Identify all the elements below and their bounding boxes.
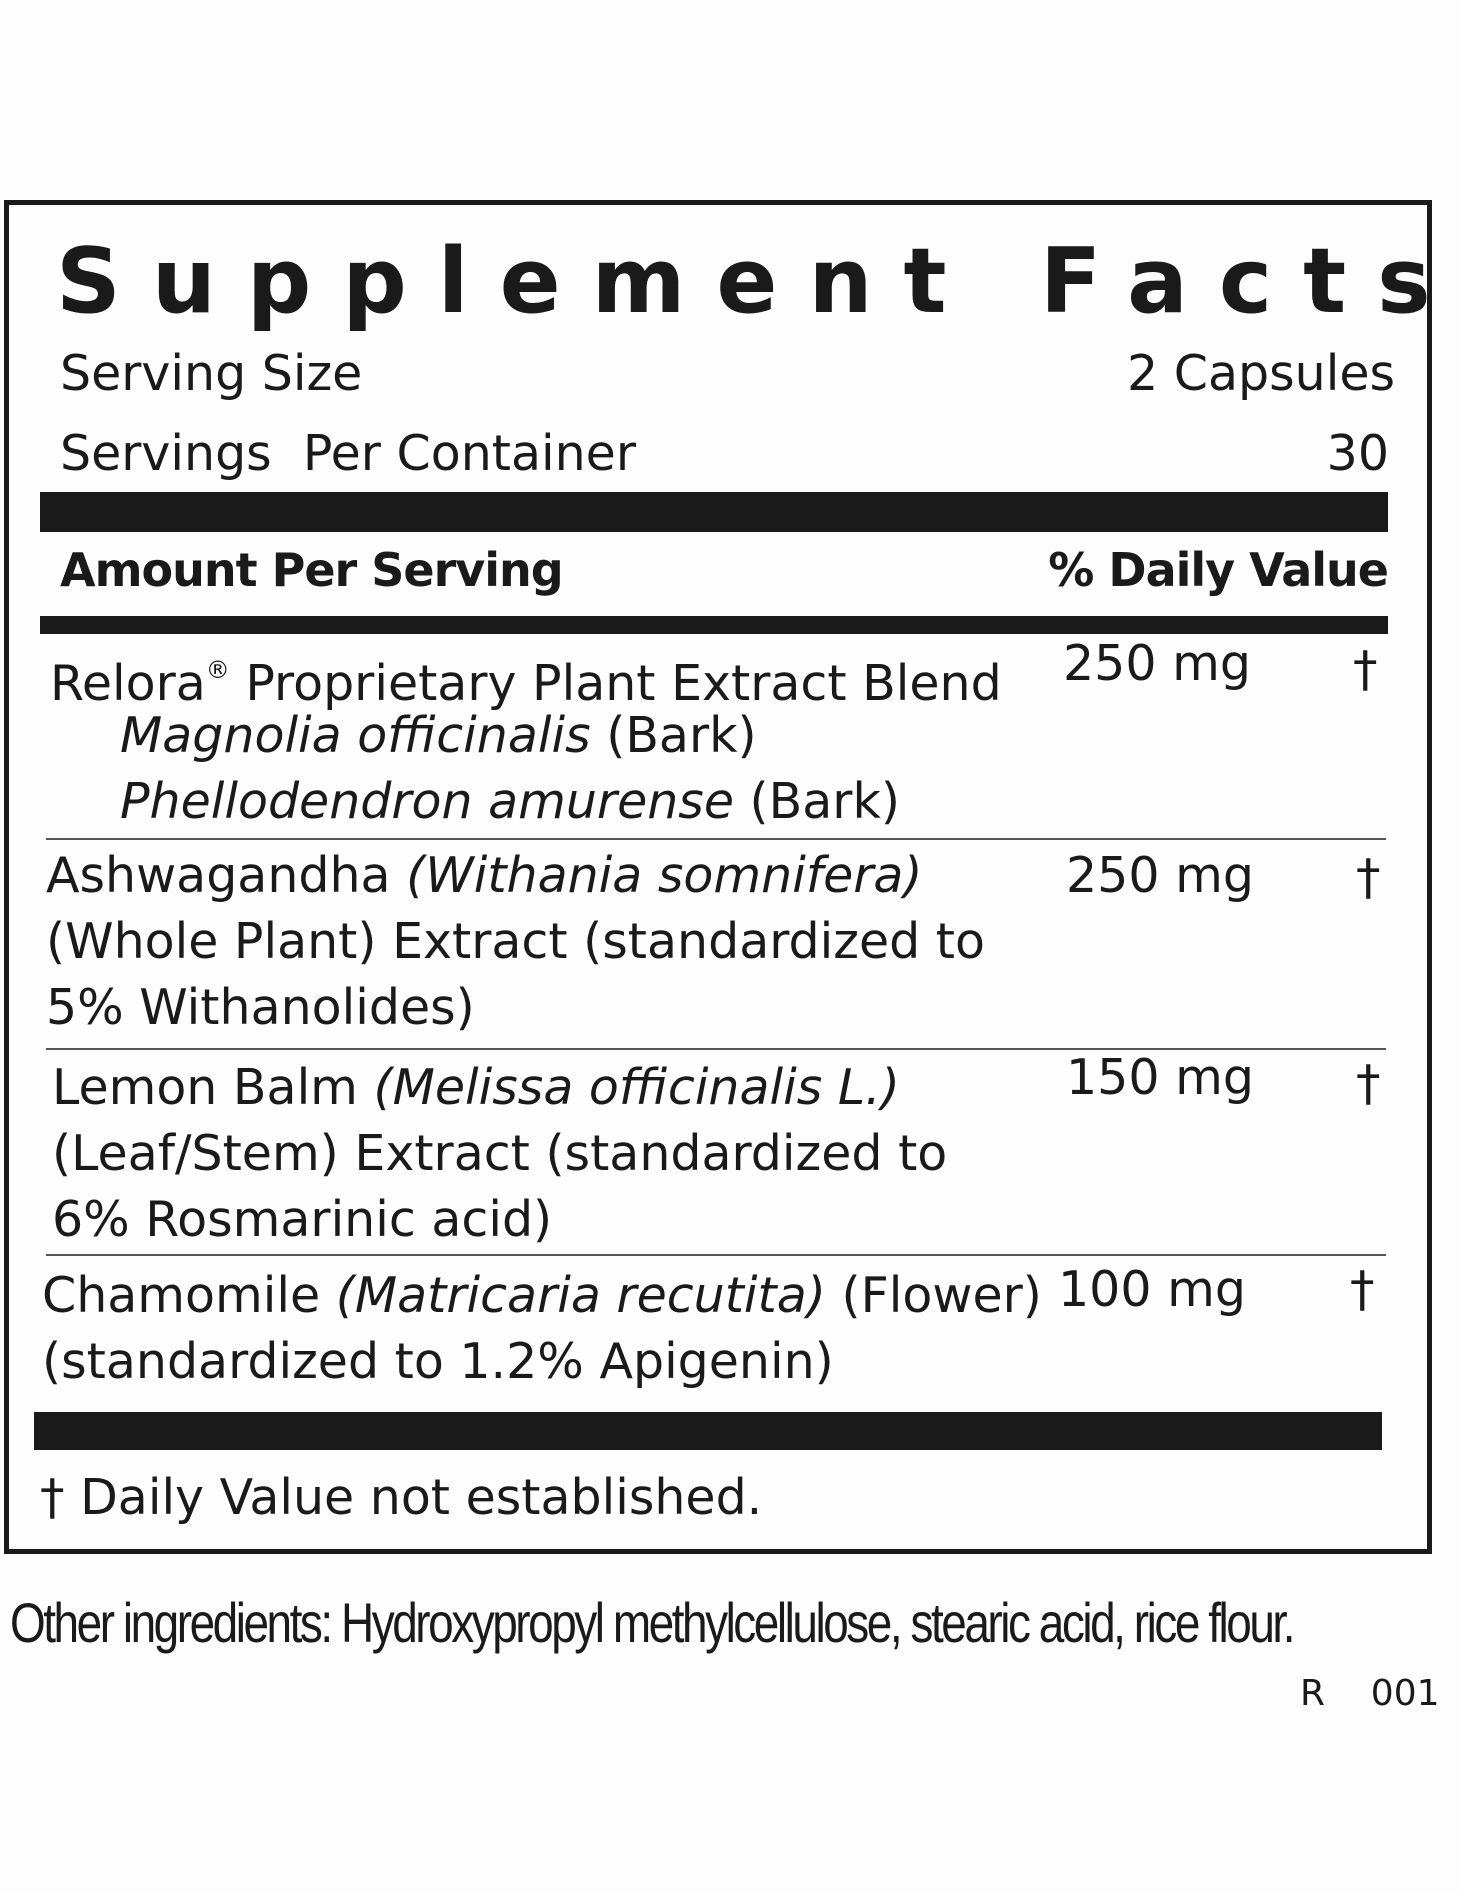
ingredient-2-line-1: Ashwagandha (Withania somnifera) [46,847,923,904]
other-ingredients: Other ingredients: Hydroxypropyl methylcellulose, stearic acid, rice flour. [10,1591,1294,1654]
ingredient-3-line-1: Lemon Balm (Melissa officinalis L.) [52,1059,900,1116]
medium-divider [40,616,1388,634]
thick-divider-bottom [34,1412,1382,1450]
serving-size-label: Serving Size [60,345,363,402]
servings-per-container-label: Servings Per Container [60,425,636,482]
servings-per-container-value: 30 [1326,425,1389,482]
ingredient-3-line-2: (Leaf/Stem) Extract (standardized to [52,1125,948,1182]
ingredient-2-line-2: (Whole Plant) Extract (standardized to [46,913,985,970]
ingredient-1-line-1: Relora® Proprietary Plant Extract Blend [50,655,1002,712]
row-divider-3 [46,1254,1386,1256]
ingredient-4-line-1: Chamomile (Matricaria recutita) (Flower) [42,1267,1042,1324]
ingredient-4-dv: † [1350,1261,1375,1318]
ingredient-1-line-2: Magnolia officinalis (Bark) [120,707,757,764]
ingredient-2-line-3: 5% Withanolides) [46,979,475,1036]
serving-size-value: 2 Capsules [1127,345,1395,402]
ingredient-1-line-3: Phellodendron amurense (Bark) [120,773,900,830]
thick-divider-top [40,492,1388,532]
ingredient-3-dv: † [1356,1055,1381,1112]
amount-per-serving-header: Amount Per Serving [60,543,563,597]
ingredient-2-amount: 250 mg [1066,847,1254,904]
ingredient-3-amount: 150 mg [1066,1049,1254,1106]
ingredient-4-line-2: (standardized to 1.2% Apigenin) [42,1333,834,1390]
footnote: † Daily Value not established. [40,1469,763,1526]
ingredient-4-amount: 100 mg [1058,1261,1246,1318]
row-divider-1 [46,838,1386,840]
ingredient-2-dv: † [1356,849,1381,906]
panel-title: Supplement Facts [56,229,1462,334]
ingredient-3-line-3: 6% Rosmarinic acid) [52,1191,553,1248]
ingredient-1-amount: 250 mg [1063,635,1251,692]
ingredient-1-dv: † [1353,641,1378,698]
daily-value-header: % Daily Value [1048,543,1388,597]
cut-off-code: R 001 [1300,1673,1440,1714]
